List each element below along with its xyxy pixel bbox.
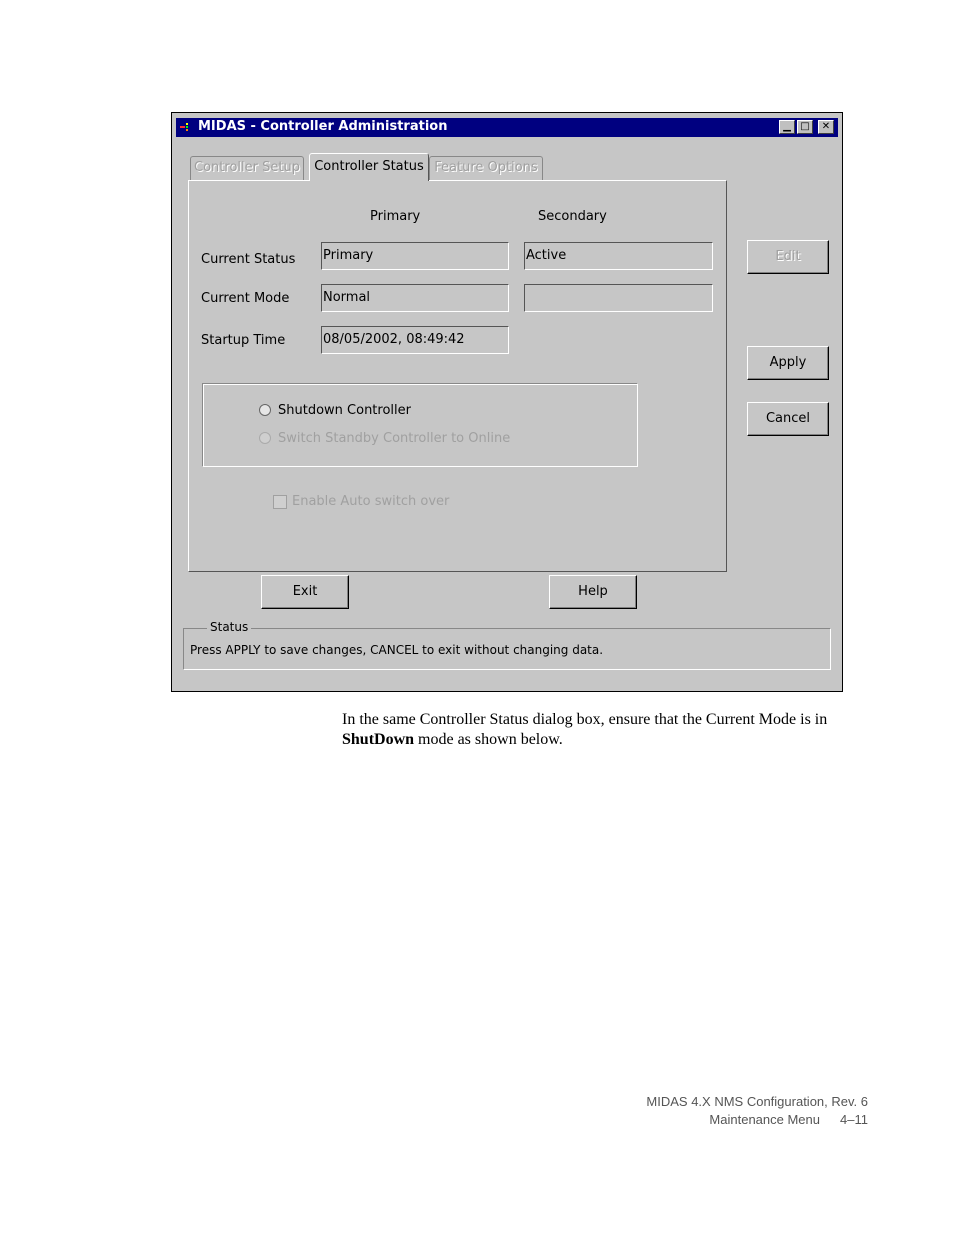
window-title: MIDAS - Controller Administration <box>198 119 448 134</box>
switch-standby-label[interactable]: Switch Standby Controller to Online <box>278 431 511 446</box>
doc-paragraph-line2 <box>342 731 563 749</box>
secondary-column-header: Secondary <box>538 209 607 224</box>
tab-controller-status[interactable]: Controller Status <box>309 153 429 181</box>
apply-button[interactable]: Apply <box>747 346 829 380</box>
status-legend: Status <box>207 620 251 634</box>
secondary-mode-field <box>524 284 713 312</box>
current-mode-label: Current Mode <box>201 291 290 306</box>
doc-paragraph-rest: mode as shown below. <box>414 731 563 748</box>
shutdown-emphasis: ShutDown <box>342 731 415 748</box>
startup-time-field: 08/05/2002, 08:49:42 <box>321 326 509 354</box>
help-button[interactable]: Help <box>549 575 637 609</box>
edit-button[interactable]: Edit <box>747 240 829 274</box>
controller-status-panel <box>188 180 727 572</box>
controller-administration-window <box>171 112 843 692</box>
auto-switch-checkbox[interactable] <box>273 495 287 509</box>
close-icon: ✕ <box>821 121 831 132</box>
footer-section: Maintenance Menu <box>709 1112 820 1127</box>
controller-action-group <box>202 383 638 467</box>
minimize-icon: ▁ <box>783 121 791 132</box>
title-bar[interactable] <box>176 118 838 137</box>
footer-page-number: 4–11 <box>840 1112 868 1127</box>
primary-column-header: Primary <box>370 209 421 224</box>
switch-standby-radio[interactable] <box>259 432 271 444</box>
exit-button[interactable]: Exit <box>261 575 349 609</box>
doc-paragraph-line1: In the same Controller Status dialog box, ensure that the Current Mode is in <box>342 711 828 728</box>
minimize-button[interactable] <box>779 120 795 134</box>
close-button[interactable] <box>818 120 834 134</box>
app-icon <box>180 121 192 133</box>
startup-time-label: Startup Time <box>201 333 286 348</box>
primary-status-field: Primary <box>321 242 509 270</box>
current-status-label: Current Status <box>201 252 296 267</box>
shutdown-controller-label[interactable]: Shutdown Controller <box>278 403 411 418</box>
status-message: Press APPLY to save changes, CANCEL to exit without changing data. <box>190 643 604 657</box>
tab-controller-setup[interactable]: Controller Setup <box>190 156 304 180</box>
shutdown-controller-radio[interactable] <box>259 404 271 416</box>
maximize-icon: □ <box>800 121 810 132</box>
maximize-button[interactable] <box>797 120 813 134</box>
auto-switch-label[interactable]: Enable Auto switch over <box>292 494 450 509</box>
cancel-button[interactable]: Cancel <box>747 402 829 436</box>
secondary-status-field: Active <box>524 242 713 270</box>
footer-doc-title: MIDAS 4.X NMS Configuration, Rev. 6 <box>646 1094 868 1109</box>
tab-feature-options[interactable]: Feature Options <box>429 156 543 180</box>
primary-mode-field: Normal <box>321 284 509 312</box>
